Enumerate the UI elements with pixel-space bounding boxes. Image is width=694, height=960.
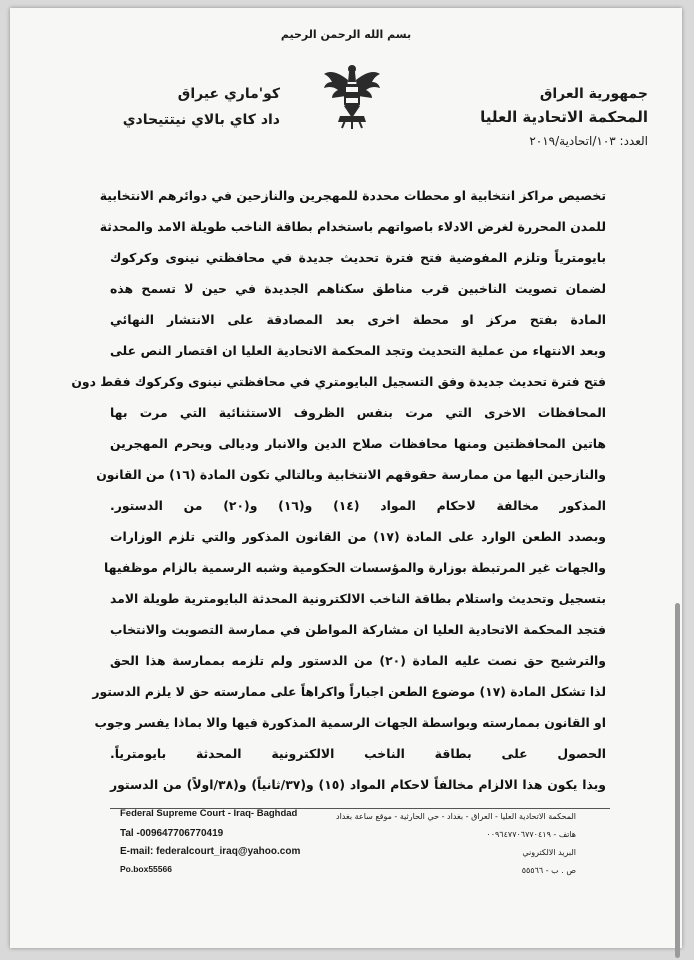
body-line: المذكور مخالفة لاحكام المواد (١٤) و(١٦) و(٢٠) من الدستور. — [110, 498, 607, 513]
footer-court-name: Federal Supreme Court - Iraq- Baghdad — [120, 808, 298, 819]
footer-phone-ar: هاتف - ٠٠٩٦٤٧٧٠٦٧٧٠٤١٩ — [486, 830, 576, 839]
body-line: وبعد الانتهاء من عملية التحديث وتجد المحكمة الاتحادية العليا ان اقتصار النص على — [110, 343, 606, 358]
body-line: بتسجيل وتحديث واستلام بطاقة الناخب الالكترونية المحدثة البايومترية طويلة الامد — [110, 591, 606, 606]
body-line: المحافظات الاخرى التي مرت بنفس الظروف الاستثنائية التي مرت بها — [110, 405, 606, 420]
footer-english — [120, 808, 360, 881]
country-name-kurdish: كو'ماري عيراق — [177, 86, 280, 102]
court-name-kurdish: داد كاي بالاي نيتتيحادي — [122, 112, 280, 128]
country-name: جمهورية العراق — [539, 86, 648, 102]
scrollbar-thumb[interactable] — [675, 603, 680, 958]
body-line: لضمان تصويت الناخبين قرب مناطق سكناهم الجديدة في حين لا تسمح هذه — [110, 281, 606, 296]
body-line: هاتين المحافظتين ومنها محافظات صلاح الدين والانبار وديالى ويحرم المهجرين — [110, 436, 606, 451]
header-right — [448, 86, 648, 148]
body-line: وبذا يكون هذا الالزام مخالفاً لاحكام المواد (١٥) و(٣٧/ثانياً) و(٣٨/اولاً) من الدستور — [110, 777, 607, 792]
decision-body — [71, 180, 607, 800]
body-line: فتجد المحكمة الاتحادية العليا ان مشاركة المواطن في ممارسة التصويت والانتخاب — [110, 622, 606, 637]
body-line: لذا تشكل المادة (١٧) موضوع الطعن اجباراً واكراهاً على ممارسته حق لا يلزم الدستور — [92, 684, 606, 699]
footer-arabic — [326, 812, 576, 884]
body-line: بايومترياً وتلزم المفوضية فتح فترة تحديث جديدة في محافظتي نينوى وكركوك — [110, 250, 606, 265]
body-line: الحصول على بطاقة الناخب الالكترونية المحدثة بايومترياً. — [110, 746, 606, 761]
footer-phone: Tal -009647706770419 — [120, 828, 224, 839]
body-line: فتح فترة تحديث جديدة وفق التسجيل البايومتري في محافظتي نينوى وكركوك فقط دون — [71, 374, 606, 389]
header-left — [90, 86, 280, 128]
body-line: تخصيص مراكز انتخابية او محطات محددة للمهجرين والنازحين في دوائرهم الانتخابية — [99, 188, 606, 203]
body-line: والجهات غير المرتبطة بوزارة والمؤسسات الحكومية وشبه الرسمية بالزام موظفيها — [104, 560, 606, 575]
iraq-eagle-emblem-icon — [322, 60, 382, 132]
body-line: او القانون بممارسته وبواسطة الجهات الرسمية المذكورة فيها والا بماذا يفسر وجوب — [94, 715, 606, 730]
court-name: المحكمة الاتحادية العليا — [480, 108, 648, 126]
footer-email: E-mail: federalcourt_iraq@yahoo.com — [120, 846, 301, 857]
body-line: للمدن المحررة لغرض الادلاء باصواتهم باستخدام بطاقة الناخب طويلة الامد والمحدثة — [99, 219, 606, 234]
footer-po-box: Po.box55566 — [120, 864, 172, 874]
footer-email-label-ar: البريد الالكتروني — [522, 848, 576, 857]
body-line: وبصدد الطعن الوارد على المادة (١٧) من القانون المذكور والتي تلزم الوزارات — [110, 529, 606, 544]
footer-po-box-ar: ص . ب - ٥٥٥٦٦ — [521, 866, 576, 875]
document-page — [10, 8, 682, 948]
case-number: العدد: ١٠٣/اتحادية/٢٠١٩ — [529, 134, 648, 148]
basmala: بسم الله الرحمن الرحيم — [280, 28, 412, 41]
body-line: المادة بفتح مركز او محطة اخرى بعد المصادقة على الانتشار النهائي — [110, 312, 606, 327]
footer-address-ar: المحكمة الاتحادية العليا - العراق - بغداد - حي الحارثية - موقع ساعة بغداد — [336, 812, 576, 821]
body-line: والنازحين اليها من ممارسة حقوقهم الانتخابية وبالتالي تكون المادة (١٦) من القانون — [96, 467, 606, 482]
body-line: والترشيح حق نصت عليه المادة (٢٠) من الدستور ولم تلزمه بممارسة هذا الحق — [110, 653, 606, 668]
